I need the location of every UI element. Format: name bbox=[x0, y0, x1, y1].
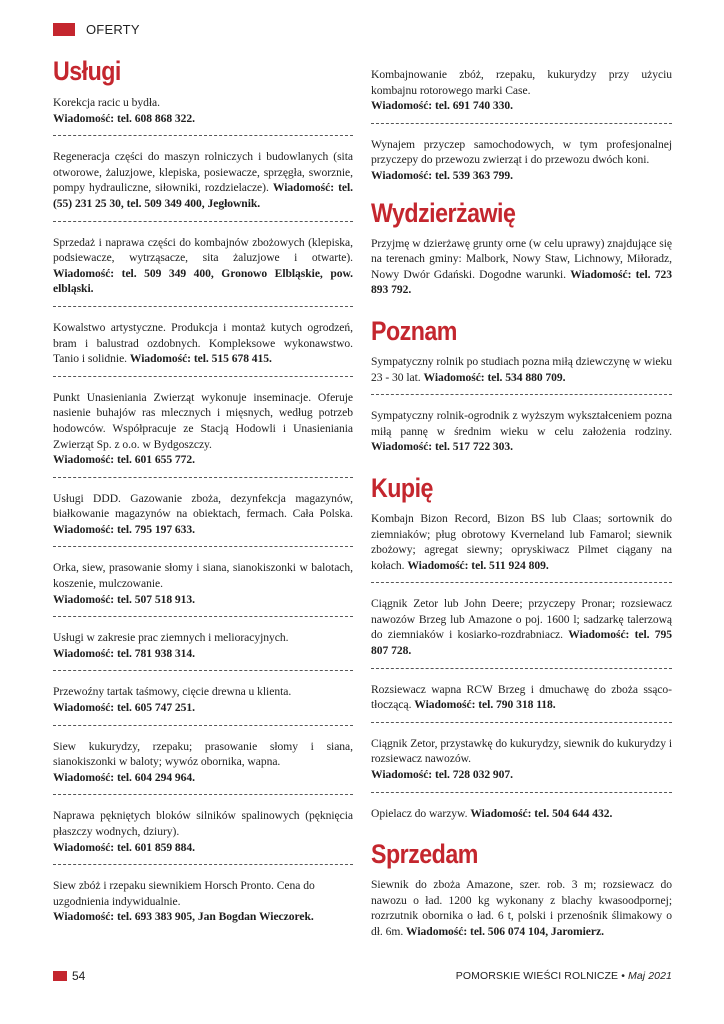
ad: Usługi DDD. Gazowanie zboża, dezynfekcja magazynów, białkowanie magazynów na obiektach, fermach. Cała Polska. Wiadomość: tel. 795 197 633. bbox=[53, 491, 353, 536]
section-label: OFERTY bbox=[86, 21, 140, 37]
ad: Sprzedaż i naprawa części do kombajnów zbożowych (klepiska, podsiewacze, wytrząsacze, sita żaluzjowe i otwarte). Wiadomość: tel. 509 349 400, Gronowo Elbląskie, pow. elbląski. bbox=[53, 235, 353, 296]
separator bbox=[53, 477, 353, 478]
publication-info bbox=[456, 970, 672, 982]
issue-date: Maj 2021 bbox=[628, 970, 672, 982]
section-marker bbox=[53, 23, 75, 36]
heading-uslugi: Usługi bbox=[53, 56, 121, 86]
bullet-separator: • bbox=[621, 970, 625, 982]
ad: Ciągnik Zetor lub John Deere; przyczepy Pronar; rozsiewacz nawozów Brzeg lub Amazone o poj. 1600 l; sadzarkę talerzową do ziemniaków i kosiarko-rozdrabniacz. Wiadomość: tel. 795 807 728. bbox=[371, 597, 672, 658]
heading-poznam: Poznam bbox=[371, 315, 457, 346]
page-footer bbox=[53, 968, 672, 984]
heading-wydzierzawie: Wydzierżawię bbox=[371, 197, 516, 228]
ad: Ciągnik Zetor, przystawkę do kukurydzy, siewnik do kukurydzy i rozsiewacz nawozów. Wiadomość: tel. 728 032 907. bbox=[371, 736, 672, 782]
ad: Wynajem przyczep samochodowych, w tym profesjonalnej przyczepy do przewozu zwierząt i do przewozu dwóch koni. Wiadomość: tel. 539 363 799. bbox=[371, 137, 672, 182]
publication-name: POMORSKIE WIEŚCI ROLNICZE bbox=[455, 970, 619, 982]
separator bbox=[53, 135, 353, 136]
ad: Orka, siew, prasowanie słomy i siana, sianokiszonki w balotach, koszenie, mulczowanie. Wiadomość: tel. 507 518 913. bbox=[53, 561, 353, 606]
ad: Siew kukurydzy, rzepaku; prasowanie słomy i siana, sianokiszonki w baloty; wywóz obornika, wapna. Wiadomość: tel. 604 294 964. bbox=[53, 739, 353, 784]
separator bbox=[53, 864, 353, 865]
ad: Rozsiewacz wapna RCW Brzeg i dmuchawę do zboża ssąco-tłoczącą. Wiadomość: tel. 790 318 118. bbox=[371, 682, 672, 712]
ad: Korekcja racic u bydła. Wiadomość: tel. 608 868 322. bbox=[53, 96, 196, 125]
footer-marker bbox=[53, 971, 67, 981]
ad: Kowalstwo artystyczne. Produkcja i montaż kutych ogrodzeń, bram i balustrad ozdobnych. Kompleksowe wykonawstwo. Tanio i solidnie. Wiadomość: tel. 515 678 415. bbox=[53, 320, 353, 366]
separator bbox=[53, 546, 353, 547]
ad: Siew zbóż i rzepaku siewnikiem Horsch Pronto. Cena do uzgodnienia indywidualnie. Wiadomość: tel. 693 383 905, Jan Bogdan Wieczorek. bbox=[53, 879, 315, 924]
separator bbox=[371, 722, 672, 723]
separator bbox=[371, 123, 672, 124]
separator bbox=[53, 794, 353, 795]
separator bbox=[53, 725, 353, 726]
ad: Kombajnowanie zbóż, rzepaku, kukurydzy przy użyciu kombajnu rotorowego marki Case. Wiadomość: tel. 691 740 330. bbox=[371, 68, 672, 113]
right-column bbox=[371, 67, 672, 940]
ad: Kombajn Bizon Record, Bizon BS lub Claas; sortownik do ziemniaków; pług obrotowy Kverneland lub Famarol; siewnik zbożowy; agregat siewny; opryskiwacz Pilmet ciągany na kołach. Wiadomość: tel. 511 924 809. bbox=[371, 511, 672, 572]
ad: Siewnik do zboża Amazone, szer. rob. 3 m; rozsiewacz do nawozu o ład. 1200 kg wykonany z blachy kwasoodpornej; rozrzutnik obornika o ład. 6 t, polski i przenośnik ślimakowy o dł. 6m. Wiadomość: tel. 506 074 104, Jaromierz. bbox=[371, 878, 672, 938]
separator bbox=[371, 582, 672, 583]
heading-sprzedam: Sprzedam bbox=[371, 839, 478, 870]
separator bbox=[371, 792, 672, 793]
ad: Sympatyczny rolnik po studiach pozna miłą dziewczynę w wieku 23 - 30 lat. Wiadomość: tel. 534 880 709. bbox=[371, 354, 672, 384]
ad: Regeneracja części do maszyn rolniczych i budowlanych (sita otworowe, żaluzjowe, klepiska, posiewacze, sprzęgła, sworznie, pompy hydrauliczne, siłowniki, rozdzielacze). Wiadomość: tel. (55) 231 25 30, tel. 509 349 400, Jegłownik. bbox=[53, 150, 354, 210]
separator bbox=[53, 616, 353, 617]
ad: Sympatyczny rolnik-ogrodnik z wyższym wykształceniem pozna miłą pannę w średnim wieku w celu założenia rodziny. Wiadomość: tel. 517 722 303. bbox=[371, 409, 672, 454]
left-column bbox=[53, 56, 353, 925]
ad: Przewoźny tartak taśmowy, cięcie drewna u klienta. Wiadomość: tel. 605 747 251. bbox=[53, 685, 292, 715]
ad: Punkt Unasieniania Zwierząt wykonuje inseminacje. Oferuje nasienie buhajów ras mlecznych i mięsnych, według potrzeb hodowców. Współpracuje ze Stacją Hodowli i Unasieniania Zwierząt Sp. z o.o. w Bydgoszczy. Wiadomość: tel. 601 655 772. bbox=[53, 390, 353, 467]
ad: Usługi w zakresie prac ziemnych i melioracyjnych. Wiadomość: tel. 781 938 314. bbox=[53, 631, 289, 660]
ad: Naprawa pękniętych bloków silników spalinowych (pęknięcia płaszczy wodnych, dziury). Wiadomość: tel. 601 859 884. bbox=[53, 809, 353, 854]
separator bbox=[371, 668, 672, 669]
ad: Przyjmę w dzierżawę grunty orne (w celu uprawy) znajdujące się na terenach gminy: Malbork, Nowy Staw, Lichnowy, Miłoradz, Nowy Dwór Gdański. Dogodne warunki. Wiadomość: tel. 723 893 792. bbox=[371, 236, 672, 297]
separator bbox=[53, 221, 353, 222]
section-header bbox=[53, 20, 140, 38]
separator bbox=[53, 670, 353, 671]
separator bbox=[53, 376, 353, 377]
page-number: 54 bbox=[72, 969, 86, 983]
separator bbox=[53, 306, 353, 307]
separator bbox=[371, 394, 672, 395]
ad: Opielacz do warzyw. Wiadomość: tel. 504 644 432. bbox=[371, 806, 613, 820]
heading-kupie: Kupię bbox=[371, 472, 433, 503]
